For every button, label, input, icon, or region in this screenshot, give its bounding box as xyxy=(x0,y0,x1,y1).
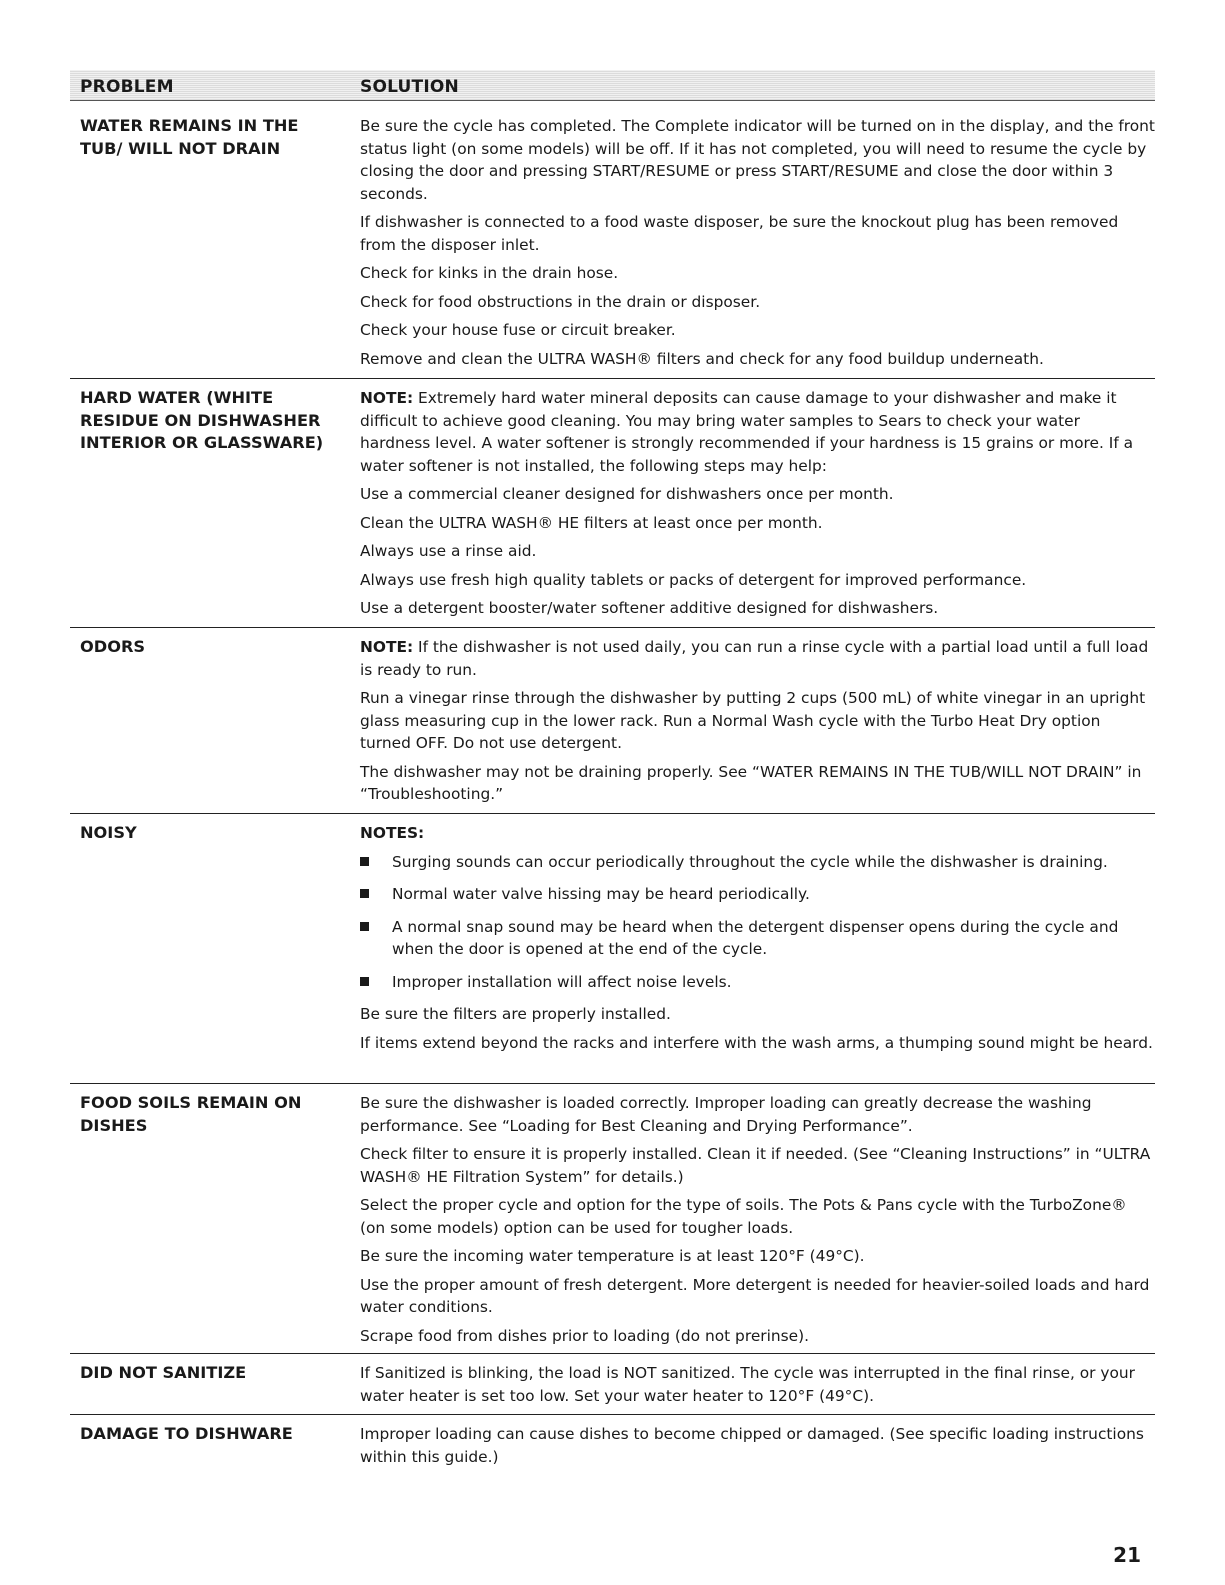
problem-cell: DAMAGE TO DISHWARE xyxy=(80,1424,293,1443)
solution-paragraph: Always use fresh high quality tablets or packs of detergent for improved performance. xyxy=(360,570,1027,589)
solution-paragraph: Check filter to ensure it is properly installed. Clean it if needed. (See “Cleaning Instructions” in “ULTRA WASH® HE Filtration System” for details.) xyxy=(360,1145,1151,1186)
solution-paragraph: Check for food obstructions in the drain or disposer. xyxy=(360,292,761,311)
solution-paragraph: Remove and clean the ULTRA WASH® filters and check for any food buildup underneath. xyxy=(360,349,1044,368)
problem-cell: DID NOT SANITIZE xyxy=(80,1363,247,1382)
solution-paragraph: Check for kinks in the drain hose. xyxy=(360,264,619,282)
table-header xyxy=(70,70,1155,101)
solution-paragraph: Be sure the incoming water temperature is at least 120°F (49°C). xyxy=(360,1247,865,1265)
table-row xyxy=(70,1414,1155,1466)
solution-paragraph: Use a commercial cleaner designed for dishwashers once per month. xyxy=(360,485,894,503)
problem-cell: WATER REMAINS IN THE TUB/ WILL NOT DRAIN xyxy=(80,116,299,158)
list-item: Normal water valve hissing may be heard periodically. xyxy=(360,883,1155,906)
problem-cell: FOOD SOILS REMAIN ON DISHES xyxy=(80,1093,302,1135)
solution-paragraph: Use the proper amount of fresh detergent. More detergent is needed for heavier-soiled loads and hard water conditions. xyxy=(360,1275,1150,1316)
table-row xyxy=(70,627,1155,803)
solution-paragraph: Run a vinegar rinse through the dishwasher by putting 2 cups (500 mL) of white vinegar in an upright glass measuring cup in the lower rack. Run a Normal Wash cycle with the Turbo Heat Dry option turned OFF. Do not use detergent. xyxy=(360,689,1146,752)
notes-label: NOTES: xyxy=(360,824,425,842)
solution-paragraph: If Sanitized is blinking, the load is NOT sanitized. The cycle was interrupted in the final rinse, or your water heater is set too low. Set your water heater to 120°F (49°C). xyxy=(360,1364,1136,1405)
solution-column-header: SOLUTION xyxy=(360,77,459,97)
note-label: NOTE: xyxy=(360,638,414,656)
note-label: NOTE: xyxy=(360,389,414,407)
solution-paragraph: Be sure the filters are properly installed. xyxy=(360,1005,671,1023)
bullet-square-icon xyxy=(360,977,369,986)
solution-cell xyxy=(360,822,1155,1060)
table-row xyxy=(70,378,1155,617)
solution-paragraph: Check your house fuse or circuit breaker. xyxy=(360,321,676,339)
solution-cell xyxy=(360,1362,1155,1413)
solution-cell xyxy=(360,115,1155,376)
page-number: 21 xyxy=(1113,1543,1141,1567)
solution-cell xyxy=(360,636,1155,812)
solution-paragraph: Scrape food from dishes prior to loading (do not prerinse). xyxy=(360,1326,810,1345)
solution-cell xyxy=(360,1423,1155,1474)
table-row xyxy=(70,1083,1155,1345)
note-text: Extremely hard water mineral deposits can cause damage to your dishwasher and make it difficult to achieve good cleaning. You may bring water samples to Sears to check your water hardness level. A water softener is strongly recommended if your hardness is 15 grains or more. If a water softener is not installed, the following steps may help: xyxy=(360,389,1134,475)
table-row xyxy=(70,813,1155,1052)
list-item: Improper installation will affect noise levels. xyxy=(360,971,1155,994)
table-row xyxy=(70,1353,1155,1405)
note-paragraph xyxy=(360,387,1155,477)
solution-cell xyxy=(360,1092,1155,1353)
solution-paragraph: Always use a rinse aid. xyxy=(360,542,537,560)
solution-paragraph: If dishwasher is connected to a food waste disposer, be sure the knockout plug has been removed from the disposer inlet. xyxy=(360,213,1119,254)
solution-paragraph: The dishwasher may not be draining properly. See “WATER REMAINS IN THE TUB/WILL NOT DRAIN” in “Troubleshooting.” xyxy=(360,762,1142,803)
solution-paragraph: Clean the ULTRA WASH® HE filters at least once per month. xyxy=(360,513,823,532)
bullet-square-icon xyxy=(360,857,369,866)
list-item: A normal snap sound may be heard when the detergent dispenser opens during the cycle and when the door is opened at the end of the cycle. xyxy=(360,916,1155,961)
list-item: Surging sounds can occur periodically throughout the cycle while the dishwasher is draining. xyxy=(360,851,1155,874)
bullet-square-icon xyxy=(360,889,369,898)
solution-paragraph: Use a detergent booster/water softener additive designed for dishwashers. xyxy=(360,599,939,617)
solution-paragraph: Be sure the dishwasher is loaded correctly. Improper loading can greatly decrease the washing performance. See “Loading for Best Cleaning and Drying Performance”. xyxy=(360,1094,1092,1135)
bullet-square-icon xyxy=(360,922,369,931)
note-paragraph xyxy=(360,636,1155,681)
problem-column-header: PROBLEM xyxy=(80,77,174,97)
solution-paragraph: Improper loading can cause dishes to become chipped or damaged. (See specific loading instructions within this guide.) xyxy=(360,1425,1144,1466)
problem-cell: HARD WATER (WHITE RESIDUE ON DISHWASHER INTERIOR OR GLASSWARE) xyxy=(80,388,324,452)
note-text: If the dishwasher is not used daily, you can run a rinse cycle with a partial load until a full load is ready to run. xyxy=(360,638,1149,679)
problem-cell: ODORS xyxy=(80,637,146,656)
solution-cell xyxy=(360,387,1155,626)
solution-paragraph: If items extend beyond the racks and interfere with the wash arms, a thumping sound might be heard. xyxy=(360,1033,1153,1052)
notes-list xyxy=(360,851,1155,994)
problem-cell: NOISY xyxy=(80,823,137,842)
solution-paragraph: Select the proper cycle and option for the type of soils. The Pots & Pans cycle with the TurboZone® (on some models) option can be used for tougher loads. xyxy=(360,1196,1127,1237)
solution-paragraph: Be sure the cycle has completed. The Complete indicator will be turned on in the display, and the front status light (on some models) will be off. If it has not completed, you will need to resume the cycle by closing the door and pressing START/RESUME or press START/RESUME and close the door within 3 seconds. xyxy=(360,117,1155,203)
